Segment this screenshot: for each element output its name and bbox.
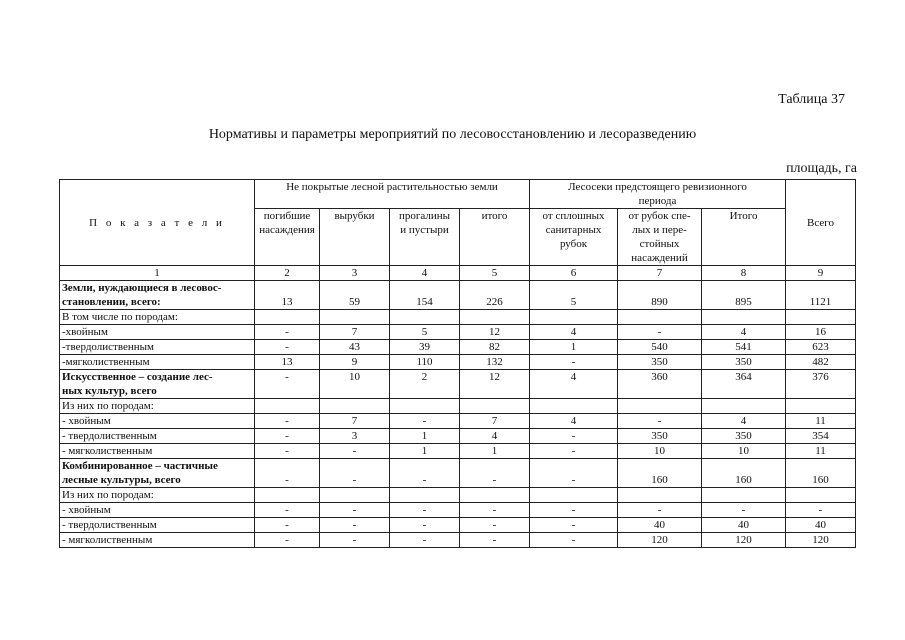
value-cell: 43 bbox=[320, 340, 390, 355]
column-number: 1 bbox=[60, 266, 255, 281]
value-cell: 1 bbox=[530, 340, 618, 355]
header-group-cutting-line1: Лесосеки предстоящего ревизионного bbox=[568, 181, 747, 193]
value-cell: 40 bbox=[786, 518, 856, 533]
value-cell: - bbox=[618, 414, 702, 429]
value-cell: 1 bbox=[390, 444, 460, 459]
value-cell: 11 bbox=[786, 444, 856, 459]
value-cell: - bbox=[618, 325, 702, 340]
value-cell: 364 bbox=[702, 370, 786, 399]
subheader-line: от сплошных bbox=[542, 210, 605, 222]
value-cell: - bbox=[255, 518, 320, 533]
table-row bbox=[60, 488, 856, 503]
value-cell: - bbox=[460, 518, 530, 533]
subheader-cell bbox=[702, 209, 786, 266]
row-label-line: лесные культуры, всего bbox=[62, 474, 181, 486]
table-row bbox=[60, 533, 856, 548]
value-cell bbox=[618, 488, 702, 503]
column-number-row bbox=[60, 266, 856, 281]
value-cell: 120 bbox=[618, 533, 702, 548]
row-label-line: - мягколиственным bbox=[62, 534, 153, 546]
subheader-line: погибшие bbox=[263, 210, 311, 222]
row-label bbox=[60, 355, 255, 370]
row-label-line: - твердолиственным bbox=[62, 519, 157, 531]
header-group-cutting-areas bbox=[530, 180, 786, 209]
value-cell: 4 bbox=[530, 414, 618, 429]
value-cell bbox=[530, 488, 618, 503]
value-cell: - bbox=[530, 444, 618, 459]
value-cell: 16 bbox=[786, 325, 856, 340]
table-caption: Таблица 37 bbox=[778, 92, 845, 107]
subheader-line: прогалины bbox=[398, 210, 451, 222]
value-cell: - bbox=[255, 429, 320, 444]
value-cell: - bbox=[255, 459, 320, 488]
subheader-cell bbox=[618, 209, 702, 266]
value-cell: 7 bbox=[320, 325, 390, 340]
row-label-line: -мягколиственным bbox=[62, 356, 150, 368]
row-label bbox=[60, 340, 255, 355]
value-cell: - bbox=[390, 503, 460, 518]
value-cell bbox=[460, 310, 530, 325]
value-cell: - bbox=[618, 503, 702, 518]
value-cell: - bbox=[530, 429, 618, 444]
row-label bbox=[60, 399, 255, 414]
value-cell: 10 bbox=[618, 444, 702, 459]
row-label bbox=[60, 533, 255, 548]
value-cell: 226 bbox=[460, 281, 530, 310]
value-cell: 7 bbox=[460, 414, 530, 429]
value-cell: - bbox=[255, 414, 320, 429]
column-number: 8 bbox=[702, 266, 786, 281]
value-cell: 482 bbox=[786, 355, 856, 370]
subheader-line: насаждения bbox=[259, 224, 315, 236]
subheader-line: насаждений bbox=[631, 252, 688, 264]
table-row bbox=[60, 503, 856, 518]
value-cell: 154 bbox=[390, 281, 460, 310]
table-row bbox=[60, 429, 856, 444]
row-label bbox=[60, 444, 255, 459]
value-cell bbox=[320, 399, 390, 414]
row-label-line: - хвойным bbox=[62, 415, 111, 427]
row-label-line: становлении, всего: bbox=[62, 296, 161, 308]
value-cell: - bbox=[530, 355, 618, 370]
value-cell bbox=[786, 310, 856, 325]
value-cell: 59 bbox=[320, 281, 390, 310]
column-number: 6 bbox=[530, 266, 618, 281]
subheader-line: стойных bbox=[639, 238, 680, 250]
subheader-line: рубок bbox=[559, 238, 588, 250]
table-row bbox=[60, 340, 856, 355]
value-cell: 5 bbox=[390, 325, 460, 340]
value-cell: 4 bbox=[530, 370, 618, 399]
row-label-line: Земли, нуждающиеся в лесовос- bbox=[62, 282, 222, 294]
value-cell bbox=[530, 310, 618, 325]
value-cell: 623 bbox=[786, 340, 856, 355]
data-table bbox=[59, 179, 856, 548]
header-indicators: П о к а з а т е л и bbox=[60, 180, 255, 266]
row-label bbox=[60, 414, 255, 429]
table-row bbox=[60, 459, 856, 488]
value-cell bbox=[702, 399, 786, 414]
value-cell: 132 bbox=[460, 355, 530, 370]
value-cell: 13 bbox=[255, 355, 320, 370]
subheader-line: и пустыри bbox=[400, 224, 449, 236]
value-cell: - bbox=[786, 503, 856, 518]
subheader-cell bbox=[530, 209, 618, 266]
value-cell: - bbox=[255, 503, 320, 518]
value-cell: 3 bbox=[320, 429, 390, 444]
value-cell bbox=[255, 488, 320, 503]
table-row bbox=[60, 355, 856, 370]
value-cell: 82 bbox=[460, 340, 530, 355]
value-cell bbox=[618, 310, 702, 325]
value-cell: - bbox=[530, 503, 618, 518]
subheader-cell bbox=[255, 209, 320, 266]
value-cell: 540 bbox=[618, 340, 702, 355]
table-row bbox=[60, 518, 856, 533]
value-cell: 4 bbox=[702, 414, 786, 429]
value-cell: 11 bbox=[786, 414, 856, 429]
value-cell bbox=[786, 399, 856, 414]
value-cell: - bbox=[320, 533, 390, 548]
value-cell: 360 bbox=[618, 370, 702, 399]
subheader-cell bbox=[320, 209, 390, 266]
subheader-line: санитарных bbox=[545, 224, 602, 236]
value-cell bbox=[255, 310, 320, 325]
column-number: 3 bbox=[320, 266, 390, 281]
row-label bbox=[60, 459, 255, 488]
value-cell: - bbox=[320, 459, 390, 488]
value-cell bbox=[702, 488, 786, 503]
value-cell: - bbox=[255, 325, 320, 340]
value-cell: 1 bbox=[390, 429, 460, 444]
table-row bbox=[60, 399, 856, 414]
header-group-cutting-line2: периода bbox=[638, 195, 677, 207]
value-cell: - bbox=[255, 340, 320, 355]
document-title: Нормативы и параметры мероприятий по лесовосстановлению и лесоразведению bbox=[208, 127, 697, 142]
subheader-cell bbox=[390, 209, 460, 266]
table-row bbox=[60, 325, 856, 340]
value-cell: - bbox=[320, 444, 390, 459]
row-label-line: - хвойным bbox=[62, 504, 111, 516]
value-cell: 160 bbox=[786, 459, 856, 488]
value-cell: - bbox=[320, 518, 390, 533]
value-cell: 10 bbox=[320, 370, 390, 399]
value-cell: - bbox=[460, 459, 530, 488]
value-cell: 350 bbox=[702, 355, 786, 370]
value-cell: 1 bbox=[460, 444, 530, 459]
value-cell bbox=[460, 399, 530, 414]
value-cell bbox=[460, 488, 530, 503]
value-cell bbox=[702, 310, 786, 325]
value-cell: - bbox=[320, 503, 390, 518]
value-cell: 350 bbox=[618, 355, 702, 370]
row-label-line: В том числе по породам: bbox=[62, 311, 178, 323]
value-cell bbox=[390, 399, 460, 414]
value-cell: 110 bbox=[390, 355, 460, 370]
table-row bbox=[60, 370, 856, 399]
value-cell: - bbox=[390, 533, 460, 548]
value-cell: 40 bbox=[618, 518, 702, 533]
value-cell: 350 bbox=[618, 429, 702, 444]
value-cell: 160 bbox=[618, 459, 702, 488]
row-label bbox=[60, 503, 255, 518]
value-cell: 1121 bbox=[786, 281, 856, 310]
value-cell: 5 bbox=[530, 281, 618, 310]
value-cell: - bbox=[255, 444, 320, 459]
row-label-line: -хвойным bbox=[62, 326, 108, 338]
value-cell bbox=[320, 488, 390, 503]
value-cell: 160 bbox=[702, 459, 786, 488]
column-number: 2 bbox=[255, 266, 320, 281]
value-cell: 12 bbox=[460, 370, 530, 399]
value-cell: 7 bbox=[320, 414, 390, 429]
value-cell: 9 bbox=[320, 355, 390, 370]
row-label-line: ных культур, всего bbox=[62, 385, 157, 397]
value-cell: - bbox=[530, 533, 618, 548]
subheader-line: от рубок спе- bbox=[628, 210, 691, 222]
value-cell bbox=[255, 399, 320, 414]
row-label-line: Из них по породам: bbox=[62, 400, 154, 412]
subheader-cell bbox=[460, 209, 530, 266]
row-label bbox=[60, 518, 255, 533]
column-number: 9 bbox=[786, 266, 856, 281]
value-cell: - bbox=[390, 414, 460, 429]
value-cell: 541 bbox=[702, 340, 786, 355]
value-cell bbox=[786, 488, 856, 503]
value-cell: - bbox=[530, 518, 618, 533]
column-number: 4 bbox=[390, 266, 460, 281]
value-cell: - bbox=[255, 370, 320, 399]
value-cell: - bbox=[390, 518, 460, 533]
value-cell bbox=[320, 310, 390, 325]
subheader-line: лых и пере- bbox=[632, 224, 687, 236]
value-cell: 350 bbox=[702, 429, 786, 444]
value-cell: 12 bbox=[460, 325, 530, 340]
subheader-line: итого bbox=[481, 210, 508, 222]
value-cell: 890 bbox=[618, 281, 702, 310]
row-label bbox=[60, 310, 255, 325]
value-cell: 10 bbox=[702, 444, 786, 459]
value-cell bbox=[390, 310, 460, 325]
row-label-line: -твердолиственным bbox=[62, 341, 154, 353]
column-number: 5 bbox=[460, 266, 530, 281]
value-cell: 895 bbox=[702, 281, 786, 310]
value-cell: 13 bbox=[255, 281, 320, 310]
table-row bbox=[60, 414, 856, 429]
table-header bbox=[60, 180, 856, 281]
value-cell: 2 bbox=[390, 370, 460, 399]
value-cell: 354 bbox=[786, 429, 856, 444]
value-cell: 4 bbox=[530, 325, 618, 340]
row-label-line: - твердолиственным bbox=[62, 430, 157, 442]
subheader-line: вырубки bbox=[334, 210, 375, 222]
row-label bbox=[60, 325, 255, 340]
value-cell bbox=[530, 399, 618, 414]
row-label-line: - мягколиственным bbox=[62, 445, 153, 457]
value-cell: 40 bbox=[702, 518, 786, 533]
value-cell: - bbox=[460, 533, 530, 548]
value-cell: - bbox=[530, 459, 618, 488]
value-cell: - bbox=[255, 533, 320, 548]
unit-label: площадь, га bbox=[786, 161, 857, 176]
subheader-line: Итого bbox=[729, 210, 758, 222]
table-body bbox=[60, 281, 856, 548]
value-cell: 120 bbox=[786, 533, 856, 548]
row-label bbox=[60, 281, 255, 310]
column-number: 7 bbox=[618, 266, 702, 281]
value-cell: 39 bbox=[390, 340, 460, 355]
value-cell: - bbox=[390, 459, 460, 488]
table-row bbox=[60, 310, 856, 325]
value-cell bbox=[618, 399, 702, 414]
value-cell: - bbox=[460, 503, 530, 518]
value-cell: 4 bbox=[702, 325, 786, 340]
value-cell: 376 bbox=[786, 370, 856, 399]
table-row bbox=[60, 281, 856, 310]
row-label-line: Искусственное – создание лес- bbox=[62, 371, 213, 383]
value-cell: - bbox=[702, 503, 786, 518]
value-cell: 120 bbox=[702, 533, 786, 548]
row-label bbox=[60, 429, 255, 444]
value-cell: 4 bbox=[460, 429, 530, 444]
row-label-line: Комбинированное – частичные bbox=[62, 460, 218, 472]
header-group-uncovered: Не покрытые лесной растительностью земли bbox=[255, 180, 530, 209]
header-total: Всего bbox=[786, 180, 856, 266]
table-row bbox=[60, 444, 856, 459]
row-label-line: Из них по породам: bbox=[62, 489, 154, 501]
row-label bbox=[60, 370, 255, 399]
value-cell bbox=[390, 488, 460, 503]
row-label bbox=[60, 488, 255, 503]
